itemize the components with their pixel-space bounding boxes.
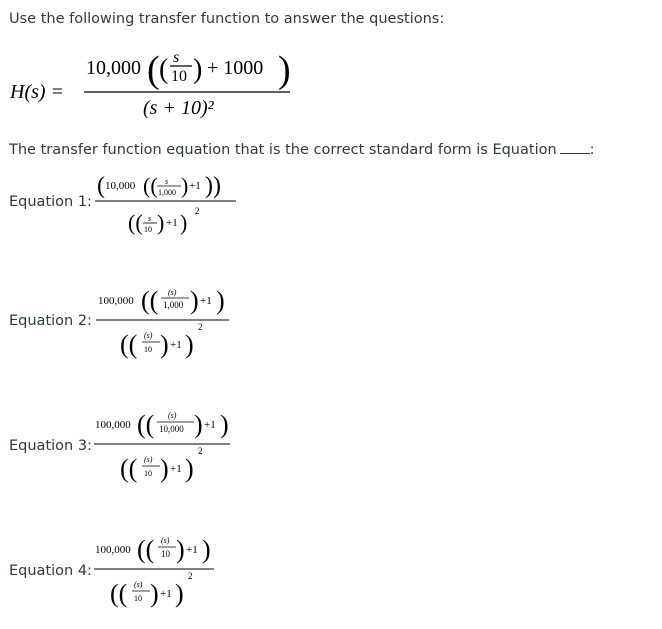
eq1-coef: 10,000 (105, 180, 136, 192)
equation-4-formula (90, 528, 230, 613)
eq4-coef: 100,000 (95, 544, 131, 556)
eq1-num-bot: 1,000 (158, 188, 176, 197)
equation-2-label: Equation 2: (9, 313, 92, 329)
paren-close: ) (193, 54, 203, 85)
eq4-num-bot: 10 (161, 549, 170, 559)
eq3-paren-open: (( (137, 410, 155, 439)
eq2-den-plus: +1 (170, 339, 182, 351)
eq4-paren-open: (( (137, 535, 155, 564)
eq3-den-paren-open: (( (120, 454, 138, 483)
equation-3-label: Equation 3: (9, 438, 92, 454)
question-suffix: : (589, 142, 595, 158)
eq1-den-top: s (148, 214, 152, 223)
formula-s: s (173, 49, 180, 66)
question-text: The transfer function equation that is the correct standard form is Equation (9, 142, 557, 158)
eq3-den-paren-mid: ) (160, 454, 169, 483)
equation-3-svg (90, 403, 240, 488)
eq2-exp: 2 (198, 322, 203, 332)
eq4-den-top: (s) (134, 580, 143, 589)
eq1-den-plus: +1 (166, 217, 178, 229)
intro-text: Use the following transfer function to answer the questions: (9, 11, 445, 27)
eq2-paren-close: ) (190, 286, 199, 315)
eq2-big-paren-close: ) (216, 286, 225, 315)
eq4-den-paren-close: ) (175, 579, 184, 608)
eq2-den-top: (s) (144, 331, 153, 340)
formula-denominator: (s + 10)² (143, 97, 214, 119)
eq4-den-plus: +1 (160, 588, 172, 600)
eq3-den-plus: +1 (170, 463, 182, 475)
eq1-big-paren-open: ( (97, 173, 105, 199)
eq3-big-paren-close: ) (220, 410, 229, 439)
big-paren-close: ) (278, 49, 291, 91)
eq3-num-bot: 10,000 (159, 424, 184, 434)
equation-1-svg (92, 170, 242, 240)
eq4-den-paren-open: (( (110, 579, 128, 608)
main-formula-svg (0, 40, 320, 120)
eq4-num-top: (s) (161, 536, 170, 545)
eq4-den-paren-mid: ) (150, 579, 159, 608)
eq1-paren-close: ) (181, 173, 189, 198)
eq3-den-bot: 10 (144, 469, 152, 478)
eq3-exp: 2 (198, 446, 203, 456)
equation-2-svg (92, 280, 242, 365)
equation-2-formula (92, 280, 242, 365)
eq3-plus: +1 (204, 419, 216, 431)
eq2-paren-open: (( (141, 286, 159, 315)
eq4-den-bot: 10 (134, 594, 142, 603)
eq2-num-bot: 1,000 (163, 300, 184, 310)
eq1-exp: 2 (195, 206, 200, 216)
eq3-den-paren-close: ) (185, 454, 194, 483)
eq3-den-top: (s) (144, 455, 153, 464)
equation-1-formula (92, 170, 242, 240)
formula-lhs: H(s) = (10, 81, 65, 103)
formula-plus1000: + 1000 (207, 57, 264, 79)
eq4-paren-close: ) (176, 535, 185, 564)
equation-3-formula (90, 403, 240, 488)
eq3-coef: 100,000 (95, 419, 131, 431)
eq2-plus: +1 (200, 295, 212, 307)
eq4-big-paren-close: ) (202, 535, 211, 564)
eq3-paren-close: ) (194, 410, 203, 439)
equation-4-svg (90, 528, 230, 613)
formula-coef: 10,000 (86, 57, 141, 79)
eq1-den-paren-open: (( (128, 210, 143, 235)
eq4-plus: +1 (186, 544, 198, 556)
formula-ten: 10 (171, 68, 187, 85)
eq1-den-paren-close: ) (180, 210, 188, 235)
main-formula (0, 40, 320, 120)
answer-blank (560, 141, 590, 154)
question-line (9, 141, 595, 158)
eq1-paren-open: (( (143, 173, 158, 198)
eq1-num-top: s (165, 177, 169, 186)
eq4-exp: 2 (188, 571, 193, 581)
eq1-den-paren-mid: ) (157, 210, 165, 235)
eq2-coef: 100,000 (98, 295, 134, 307)
eq2-den-paren-open: (( (120, 330, 138, 359)
eq2-den-paren-mid: ) (160, 330, 169, 359)
eq2-num-top: (s) (168, 288, 177, 297)
equation-4-label: Equation 4: (9, 563, 92, 579)
eq1-big-paren-close: )) (205, 173, 221, 199)
eq1-plus: +1 (189, 180, 201, 192)
eq2-den-paren-close: ) (185, 330, 194, 359)
paren-open: ( (159, 54, 169, 85)
eq1-den-bot: 10 (144, 225, 152, 234)
eq2-den-bot: 10 (144, 345, 152, 354)
equation-1-label: Equation 1: (9, 194, 92, 210)
eq3-num-top: (s) (168, 411, 177, 420)
big-paren-open: ( (147, 49, 160, 91)
